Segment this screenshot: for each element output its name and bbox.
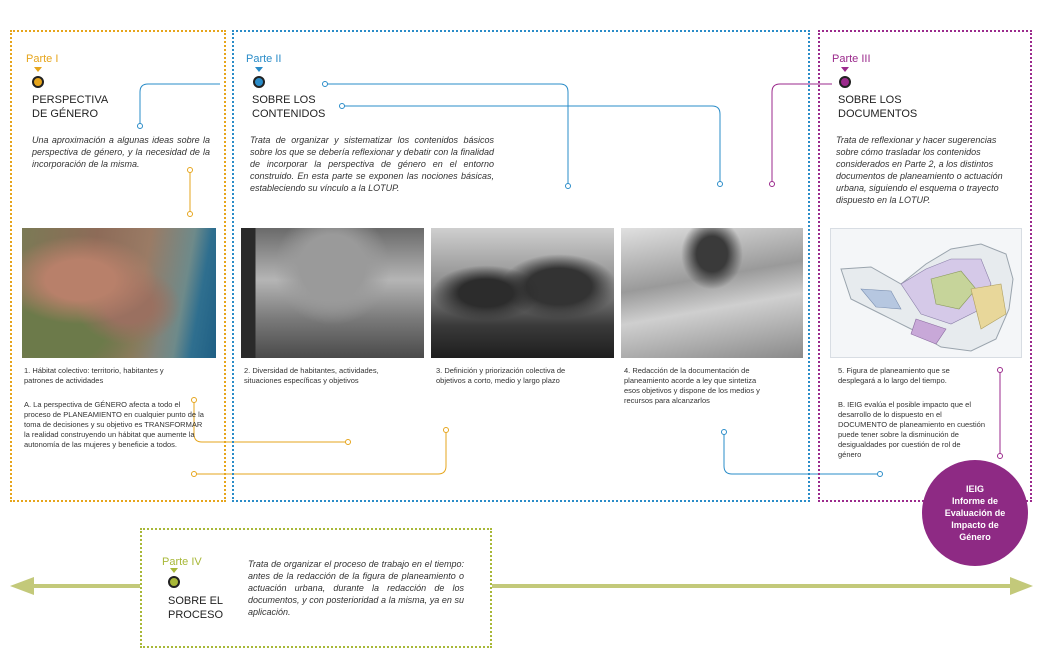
part2-caption-4: 4. Redacción de la documentación de planeamiento acorde a ley que sintetiza esos objetivos y dispone de los medios y recursos para alcanzarlos — [624, 366, 760, 405]
part2-marker-icon — [255, 67, 263, 72]
part2-caption-3: 3. Definición y priorización colectiva de objetivos a corto, medio y largo plazo — [436, 366, 566, 385]
part1-caption-1: 1. Hábitat colectivo: territorio, habitantes y patrones de actividades — [24, 366, 164, 385]
part1-marker-icon — [34, 67, 42, 72]
part1-intro: Una aproximación a algunas ideas sobre la perspectiva de género, y la necesidad de la incorporación de la misma. — [32, 135, 210, 169]
planning-map — [830, 228, 1022, 358]
part3-intro: Trata de reflexionar y hacer sugerencias sobre cómo trasladar los contenidos considerados en Parte 2, a los distintos documentos de planeamiento o actuación urbana, siguiendo el esquema o trayecto dispuesto en la LOTUP. — [836, 135, 1003, 205]
part2-label: Parte II — [246, 53, 282, 65]
part2-title: SOBRE LOS CONTENIDOS — [252, 94, 326, 120]
part2-intro: Trata de organizar y sistematizar los contenidos básicos sobre los que se debería reflexionar y debatir con la finalidad de incorporar la perspectiva de género en el entorno construido. En esta parte se exponen las nociones básicas, estableciendo su vínculo a la LOTUP. — [250, 135, 494, 193]
part3-title: SOBRE LOS DOCUMENTOS — [838, 94, 918, 120]
part3-marker-icon — [841, 67, 849, 72]
part3-caption-5: 5. Figura de planeamiento que se desplegará a lo largo del tiempo. — [838, 366, 950, 385]
part4-dot-icon — [168, 576, 180, 588]
planning-map-drawing — [831, 229, 1021, 357]
part2-dot-icon — [253, 76, 265, 88]
part1-title: PERSPECTIVA DE GÉNERO — [32, 94, 109, 120]
drafting-photo — [621, 228, 803, 358]
ieig-badge: IEIG Informe de Evaluación de Impacto de Género — [922, 460, 1028, 566]
part1-caption-a: A. La perspectiva de GÉNERO afecta a todo el proceso de PLANEAMIENTO en cualquier punto de la toma de decisiones y su objetivo es TRANSFORMAR la realidad construyendo un hábitat que aumente la autonomía de las mujeres y beneficie a todos. — [24, 400, 204, 449]
part3-label: Parte III — [832, 53, 871, 65]
part4-title: SOBRE EL PROCESO — [168, 595, 224, 621]
street-photo — [241, 228, 424, 358]
meeting-photo — [431, 228, 614, 358]
part1-label: Parte I — [26, 53, 59, 65]
part2-caption-2: 2. Diversidad de habitantes, actividades, situaciones específicas y objetivos — [244, 366, 379, 385]
part4-intro: Trata de organizar el proceso de trabajo en el tiempo: antes de la redacción de la figura de planeamiento o actuación urbana, durante la redacción de los documentos, y con posterioridad a la misma, ya en su aplicación. — [248, 559, 464, 617]
part4-marker-icon — [170, 568, 178, 573]
satellite-photo — [22, 228, 216, 358]
part3-dot-icon — [839, 76, 851, 88]
part1-dot-icon — [32, 76, 44, 88]
part3-caption-b: B. IEIG evalúa el posible impacto que el desarrollo de lo dispuesto en el DOCUMENTO de planeamiento en cuestión puede tener sobre la disminución de desigualdades por cuestión de rol de género — [838, 400, 986, 459]
part4-label: Parte IV — [162, 556, 202, 568]
